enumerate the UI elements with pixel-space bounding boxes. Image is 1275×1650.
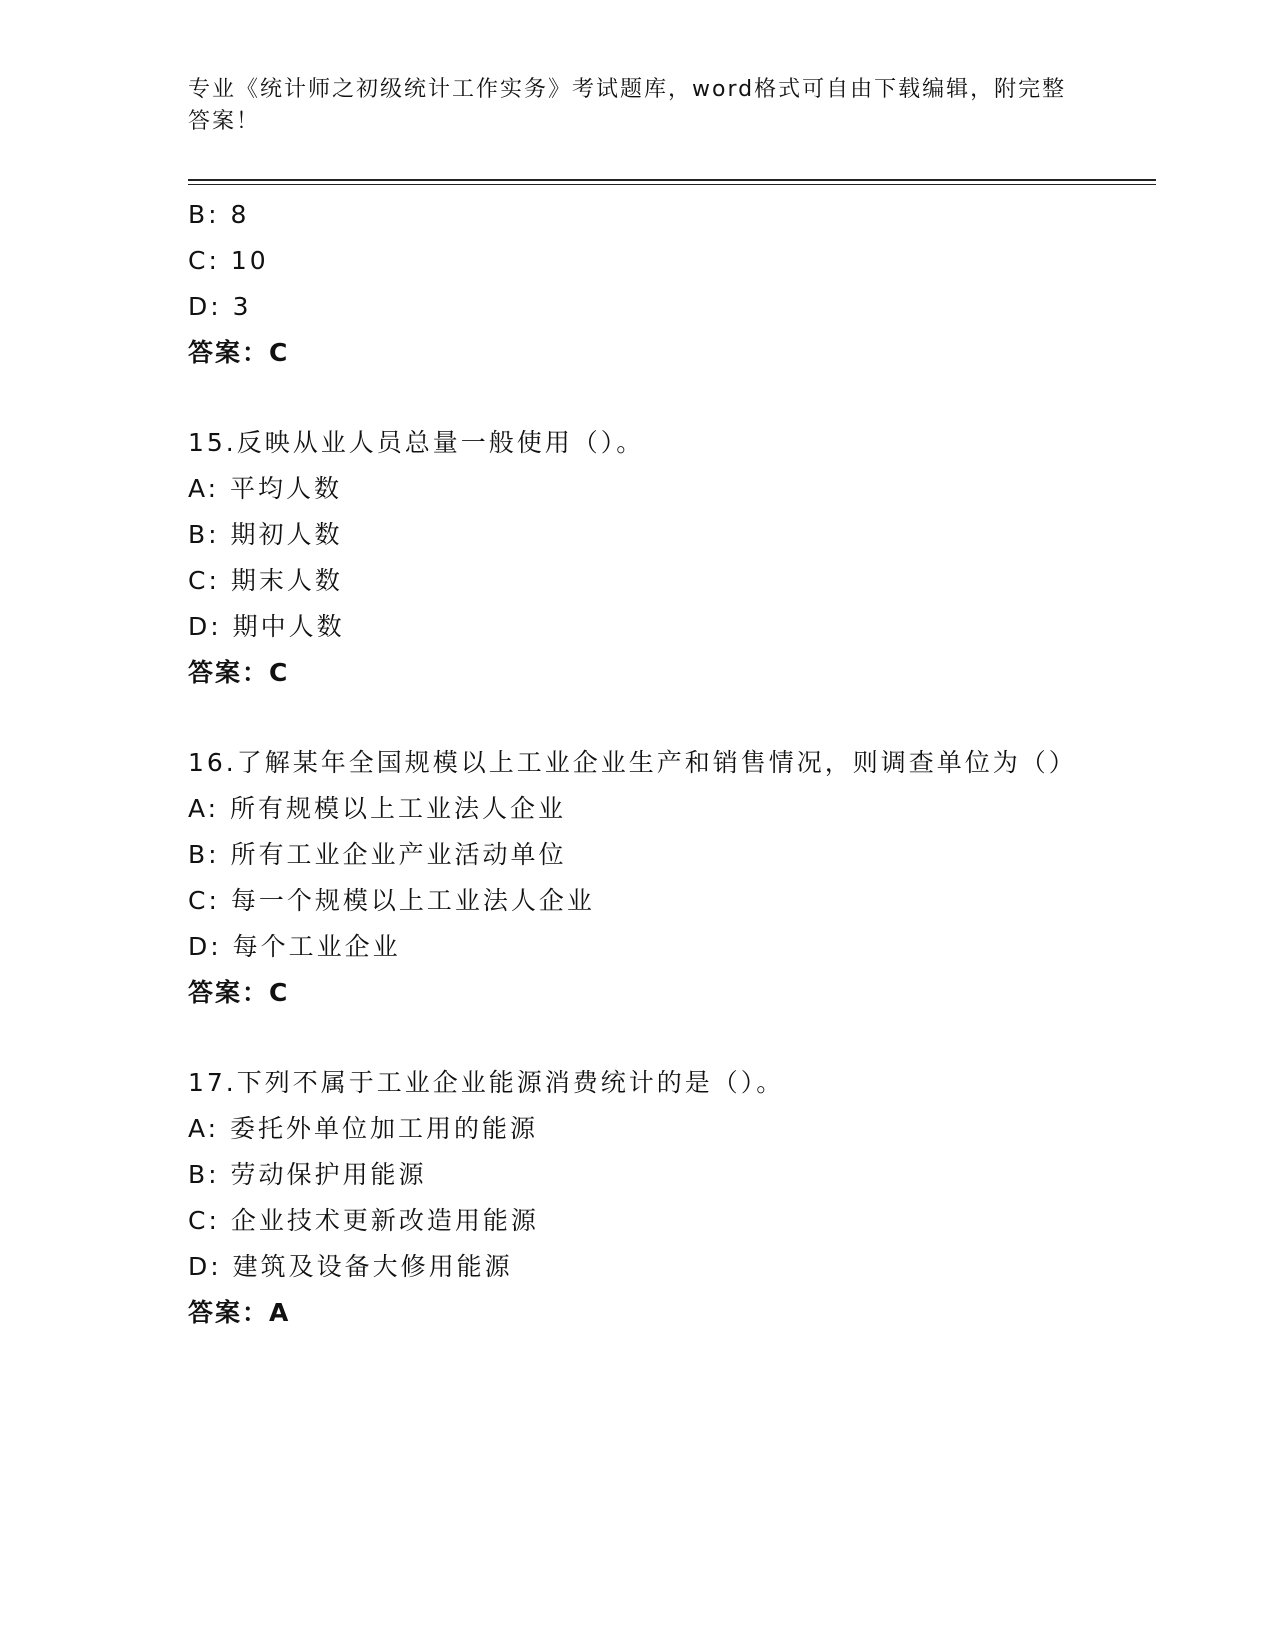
answer-line: 答案：C [188, 658, 290, 687]
option-label: C: [188, 886, 220, 915]
option-text: 期末人数 [230, 566, 343, 595]
option-label: B: [188, 200, 220, 229]
option-text: 10 [230, 246, 269, 275]
question-stem: 15.反映从业人员总量一般使用（）。 [188, 428, 645, 457]
option-text: 8 [230, 200, 250, 229]
option-text: 建筑及设备大修用能源 [232, 1252, 513, 1281]
question-spacer [188, 696, 1088, 740]
question-list [188, 192, 1088, 1336]
question-stem: 16.了解某年全国规模以上工业企业生产和销售情况，则调查单位为（） [188, 748, 1077, 777]
option-text: 每一个规模以上工业法人企业 [230, 886, 595, 915]
option-a [188, 786, 1088, 832]
answer-line: 答案：A [188, 1298, 291, 1327]
option-text: 所有规模以上工业法人企业 [230, 794, 567, 823]
question-spacer [188, 376, 1088, 420]
option-b [188, 512, 1088, 558]
option-b [188, 192, 1088, 238]
question-block-17 [188, 1060, 1088, 1336]
option-label: A: [188, 1114, 220, 1143]
option-text: 每个工业企业 [232, 932, 401, 961]
option-a [188, 1106, 1088, 1152]
option-text: 期中人数 [232, 612, 345, 641]
option-c [188, 878, 1088, 924]
option-d [188, 284, 1088, 330]
option-label: B: [188, 520, 220, 549]
question-block-15 [188, 420, 1088, 696]
answer-line: 答案：C [188, 338, 290, 367]
option-b [188, 1152, 1088, 1198]
option-text: 期初人数 [230, 520, 343, 549]
question-block-continued [188, 192, 1088, 376]
option-d [188, 1244, 1088, 1290]
option-c [188, 1198, 1088, 1244]
option-label: D: [188, 292, 222, 321]
option-text: 委托外单位加工用的能源 [230, 1114, 539, 1143]
question-block-16 [188, 740, 1088, 1016]
option-c [188, 238, 1088, 284]
option-label: B: [188, 840, 220, 869]
option-label: D: [188, 612, 222, 641]
option-label: B: [188, 1160, 220, 1189]
header-divider-thin [188, 184, 1156, 185]
option-c [188, 558, 1088, 604]
option-text: 平均人数 [230, 474, 343, 503]
option-b [188, 832, 1088, 878]
option-label: D: [188, 1252, 222, 1281]
option-label: C: [188, 1206, 220, 1235]
option-label: A: [188, 794, 220, 823]
option-text: 所有工业企业产业活动单位 [230, 840, 567, 869]
option-d [188, 604, 1088, 650]
answer-line: 答案：C [188, 978, 290, 1007]
question-spacer [188, 1016, 1088, 1060]
option-label: C: [188, 566, 220, 595]
option-text: 企业技术更新改造用能源 [230, 1206, 539, 1235]
option-label: A: [188, 474, 220, 503]
option-a [188, 466, 1088, 512]
option-text: 3 [232, 292, 252, 321]
option-d [188, 924, 1088, 970]
header-divider-thick [188, 179, 1156, 181]
page-header: 专业《统计师之初级统计工作实务》考试题库，word格式可自由下载编辑，附完整答案！ [188, 77, 1067, 134]
option-label: D: [188, 932, 222, 961]
option-text: 劳动保护用能源 [230, 1160, 427, 1189]
option-label: C: [188, 246, 220, 275]
question-stem: 17.下列不属于工业企业能源消费统计的是（）。 [188, 1068, 785, 1097]
